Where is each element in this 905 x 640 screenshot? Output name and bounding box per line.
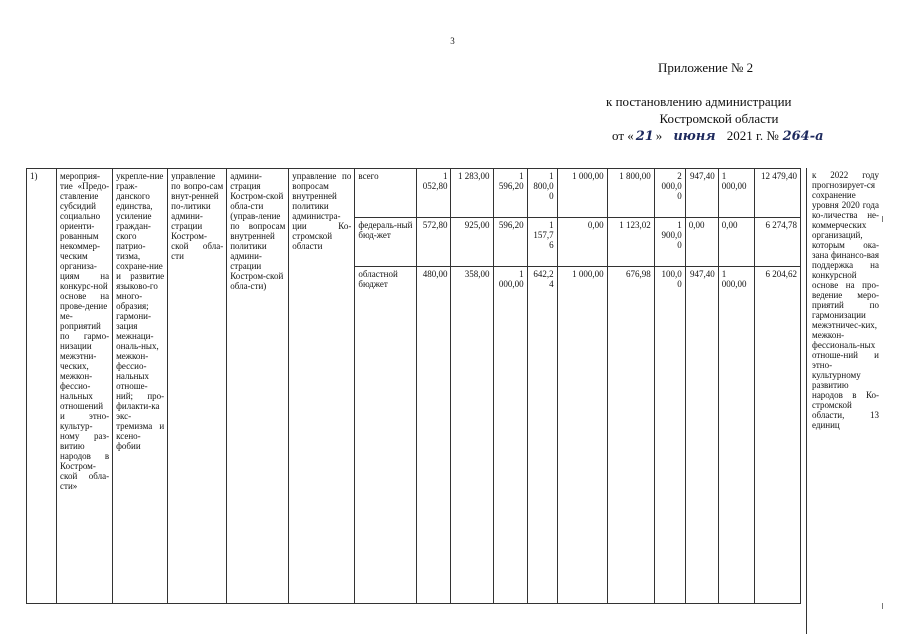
margin-tick [882,216,883,222]
value-cell: 1 000,00 [557,267,607,604]
value-cell: 6 204,62 [754,267,800,604]
value-cell: 1 000,00 [557,169,607,218]
decree-date-line [612,128,824,144]
value-cell: 596,20 [493,218,527,267]
value-cell: 1 157,7 6 [527,218,557,267]
margin-tick [882,603,883,609]
value-cell: 947,40 [685,169,718,218]
event-cell: мероприя-тие «Предо-ставление субсидий социально ориенти-рованным некоммер-ческим организа-циям на конкурс-ной основе на прове-дение ме-роприятий по гармо-низации межэтни-ческих, межкон-фессио-нальных отношений и этно-культур-ному раз-витию народов в Костром-ской обла-сти» [57,169,113,604]
expected-result-cell: к 2022 году прогнозирует-ся сохранение уровня 2020 года ко-личества не-коммерческих организаций, которым ока-зана финансо-вая поддержка на конкурсной основе на про-ведение меро-приятий по гармонизации межэтничес-ких, межкон-фессиональ-ных отноше-ний и этно-культурному развитию народов в Ко-стромской области, 13 единиц [806,168,882,634]
decree-from-label: от « [612,128,634,143]
row-index: 1) [27,169,57,604]
decree-quote-close: » [655,128,663,143]
value-cell: 642,2 4 [527,267,557,604]
value-cell: 1 052,80 [417,169,451,218]
funding-source: федераль-ный бюд-жет [355,218,417,267]
handwritten-number: 264-а [782,129,824,144]
page-number: 3 [450,36,455,46]
decree-year-label: 2021 г. № [726,128,779,143]
value-cell: 572,80 [417,218,451,267]
value-cell: 358,00 [451,267,493,604]
decree-line-2: Костромской области [659,111,779,126]
value-cell: 0,00 [557,218,607,267]
value-cell: 1 283,00 [451,169,493,218]
value-cell: 1 800,00 [607,169,654,218]
value-cell: 1 123,02 [607,218,654,267]
goal-cell: укрепле-ние граж-данского единства, усиление граждан-ского патрио-тизма, сохране-ние и развитие языково-го много-образия; гармони-зация межнаци-ональ-ных, межкон-фессио-нальных отноше-ний; про-филакти-ка экс-тремизма и ксено-фобии [113,169,168,604]
handwritten-month: июня [673,129,716,144]
value-cell: 0,00 [685,218,718,267]
funding-source: областной бюджет [355,267,417,604]
value-cell: 1 000,00 [718,267,754,604]
decree-line-1: к постановлению администрации [606,94,792,109]
value-cell: 1 800,0 0 [527,169,557,218]
program-table [26,168,801,604]
value-cell: 1 000,00 [718,169,754,218]
value-cell: 1 596,20 [493,169,527,218]
responsible-cell: управление по вопро-сам внут-ренней по-литики админи-страции Костром-ской обла-сти [168,169,227,604]
coexecutor-cell: админи-страция Костром-ской обла-сти (управ-ление по вопросам внутренней политики админи-страции Костром-ской обла-сти) [227,169,289,604]
value-cell: 0,00 [718,218,754,267]
appendix-title: Приложение № 2 [658,60,754,75]
value-cell: 947,40 [685,267,718,604]
value-cell: 2 000,0 0 [654,169,685,218]
value-cell: 12 479,40 [754,169,800,218]
handwritten-day: 21 [635,129,654,144]
value-cell: 1 900,0 0 [654,218,685,267]
value-cell: 480,00 [417,267,451,604]
value-cell: 676,98 [607,267,654,604]
funding-source: всего [355,169,417,218]
table-row [27,169,801,218]
value-cell: 925,00 [451,218,493,267]
value-cell: 1 000,00 [493,267,527,604]
value-cell: 6 274,78 [754,218,800,267]
value-cell: 100,0 0 [654,267,685,604]
gras-cell: управление по вопросам внутренней политики администра-ции Ко-стромской области [289,169,355,604]
